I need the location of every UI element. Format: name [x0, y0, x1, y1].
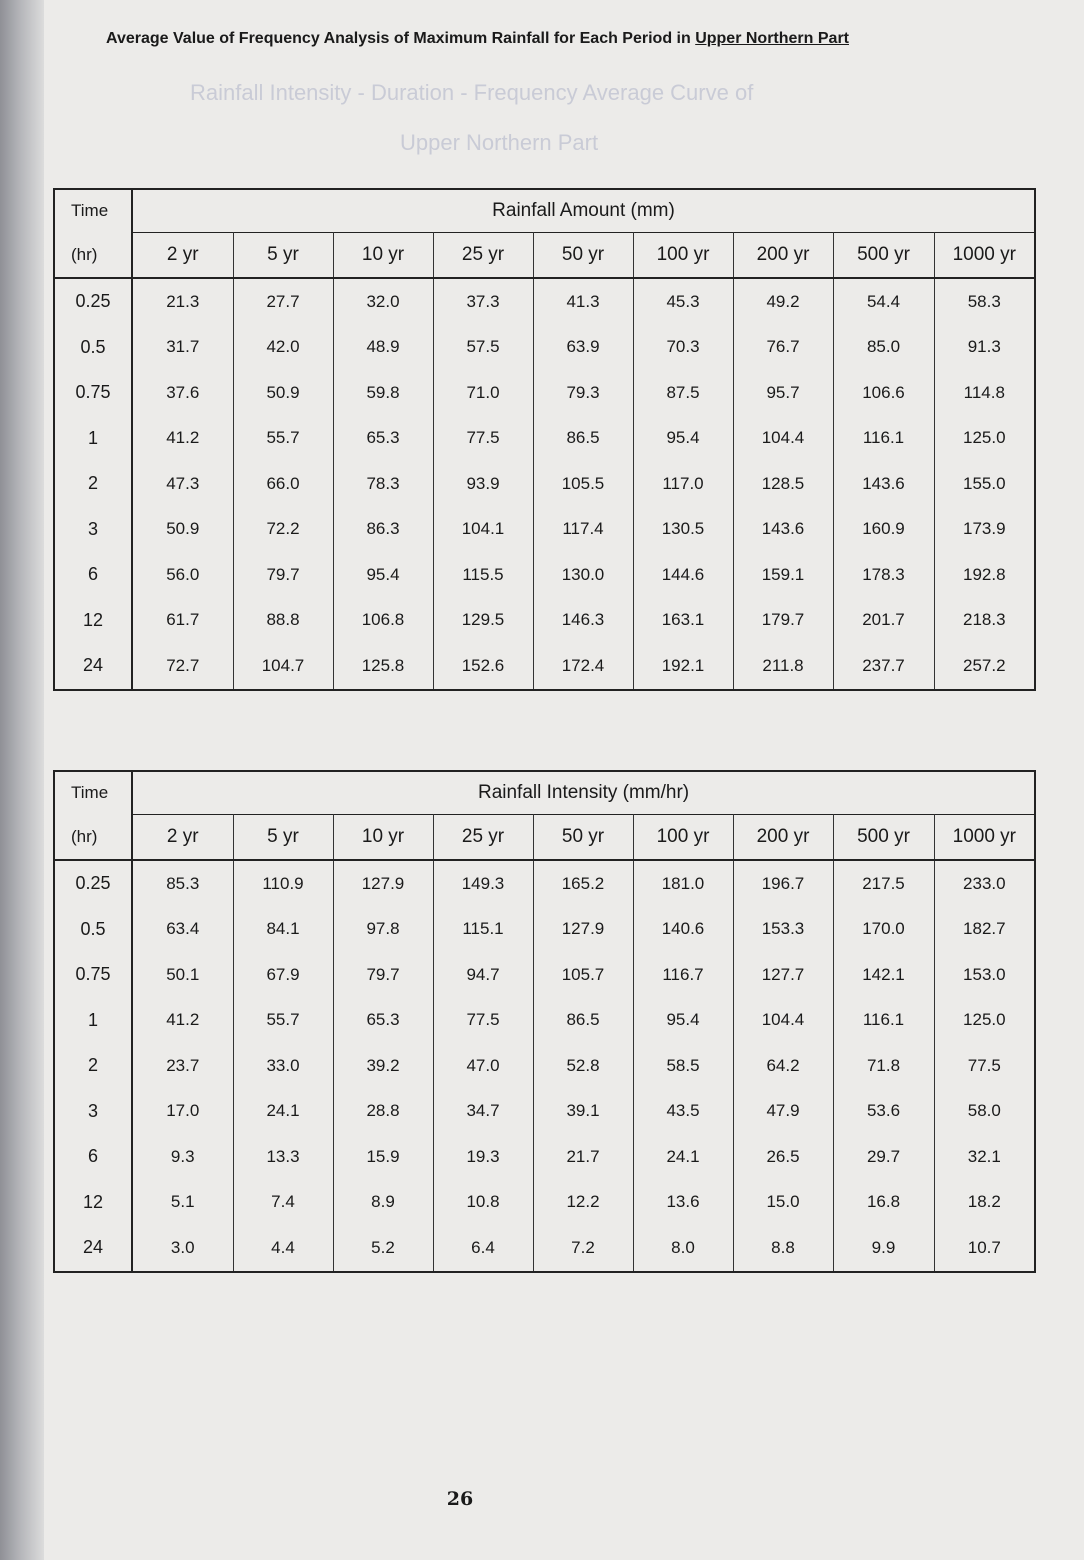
table-row [54, 1043, 1035, 1089]
value-cell: 95.4 [633, 998, 733, 1044]
value-cell: 97.8 [333, 907, 433, 953]
period-header: 5 yr [233, 815, 333, 861]
value-cell: 37.6 [132, 370, 233, 416]
value-cell: 160.9 [833, 507, 934, 553]
value-cell: 125.0 [962, 428, 1006, 448]
value-cell: 95.7 [733, 370, 833, 416]
time-cell: 3 [54, 507, 132, 553]
value-cell: 86.3 [333, 507, 433, 553]
period-header: 25 yr [433, 233, 533, 279]
title-region: Upper Northern Part [695, 30, 849, 47]
value-cell: 106.8 [333, 598, 433, 644]
value-cell: 39.2 [333, 1043, 433, 1089]
value-cell: 15.0 [733, 1180, 833, 1226]
value-cell: 66.0 [233, 461, 333, 507]
value-cell: 201.7 [833, 598, 934, 644]
time-cell: 2 [54, 461, 132, 507]
value-cell: 77.5 [433, 998, 533, 1044]
value-cell: 55.7 [233, 416, 333, 462]
time-cell: 1 [54, 416, 132, 462]
value-cell: 16.8 [833, 1180, 934, 1226]
value-cell: 32.0 [333, 278, 433, 325]
value-cell: 104.4 [733, 998, 833, 1044]
value-cell: 47.3 [132, 461, 233, 507]
value-cell: 13.6 [633, 1180, 733, 1226]
value-cell: 71.8 [833, 1043, 934, 1089]
table-row [54, 643, 1035, 690]
value-cell: 149.3 [433, 860, 533, 907]
value-cell: 8.8 [733, 1225, 833, 1272]
value-cell: 104.4 [733, 416, 833, 462]
value-cell: 146.3 [533, 598, 633, 644]
value-cell: 127.9 [533, 907, 633, 953]
value-cell: 9.3 [132, 1134, 233, 1180]
value-cell: 218.3 [962, 610, 1006, 630]
period-header: 25 yr [433, 815, 533, 861]
value-cell: 67.9 [233, 952, 333, 998]
value-cell: 79.7 [233, 552, 333, 598]
value-cell: 114.8 [963, 382, 1005, 402]
value-cell: 127.7 [733, 952, 833, 998]
table-row [54, 952, 1035, 998]
value-cell: 159.1 [733, 552, 833, 598]
table-row [54, 1134, 1035, 1180]
value-cell: 125.0 [963, 1010, 1006, 1030]
value-cell: 105.5 [533, 461, 633, 507]
time-cell: 0.25 [54, 860, 132, 907]
value-cell: 7.2 [533, 1225, 633, 1272]
value-cell: 93.9 [433, 461, 533, 507]
value-cell: 58.5 [633, 1043, 733, 1089]
period-header: 100 yr [633, 233, 733, 279]
period-header: 50 yr [533, 815, 633, 861]
period-header: 100 yr [633, 815, 733, 861]
value-cell: 130.5 [633, 507, 733, 553]
value-cell: 179.7 [733, 598, 833, 644]
value-cell: 105.7 [533, 952, 633, 998]
value-cell: 257.2 [962, 655, 1006, 675]
table-row [54, 1089, 1035, 1135]
value-cell: 152.6 [433, 643, 533, 690]
value-cell: 173.9 [962, 519, 1006, 539]
time-cell: 1 [54, 998, 132, 1044]
time-cell: 12 [54, 598, 132, 644]
unit-header: (hr) [54, 233, 132, 279]
value-cell: 153.0 [963, 964, 1006, 984]
value-cell: 5.1 [132, 1180, 233, 1226]
value-cell: 143.6 [733, 507, 833, 553]
value-cell: 127.9 [333, 860, 433, 907]
value-cell: 85.3 [132, 860, 233, 907]
table-row [54, 1225, 1035, 1272]
period-header: 200 yr [733, 233, 833, 279]
value-cell: 116.7 [633, 952, 733, 998]
value-cell: 165.2 [533, 860, 633, 907]
value-cell: 10.7 [967, 1237, 1001, 1257]
value-cell: 233.0 [963, 873, 1006, 893]
value-cell: 21.7 [533, 1134, 633, 1180]
value-cell: 87.5 [633, 370, 733, 416]
value-cell: 28.8 [333, 1089, 433, 1135]
time-cell: 0.75 [54, 952, 132, 998]
period-header: 500 yr [833, 233, 934, 279]
unit-header: (hr) [54, 815, 132, 861]
value-cell: 8.9 [333, 1180, 433, 1226]
value-cell: 64.2 [733, 1043, 833, 1089]
value-cell: 50.9 [233, 370, 333, 416]
value-cell: 10.8 [433, 1180, 533, 1226]
value-cell: 76.7 [733, 325, 833, 371]
table-title: Rainfall Intensity (mm/hr) [477, 782, 690, 803]
rainfall-amount-table [53, 188, 1036, 691]
period-header: 500 yr [833, 815, 934, 861]
value-cell: 32.1 [967, 1146, 1001, 1166]
value-cell: 58.0 [967, 1101, 1001, 1121]
value-cell: 59.8 [333, 370, 433, 416]
time-cell: 12 [54, 1180, 132, 1226]
value-cell: 39.1 [533, 1089, 633, 1135]
value-cell: 37.3 [433, 278, 533, 325]
value-cell: 29.7 [833, 1134, 934, 1180]
value-cell: 56.0 [132, 552, 233, 598]
value-cell: 9.9 [833, 1225, 934, 1272]
time-cell: 0.25 [54, 278, 132, 325]
value-cell: 78.3 [333, 461, 433, 507]
value-cell: 17.0 [132, 1089, 233, 1135]
time-header: Time [54, 771, 132, 815]
value-cell: 63.4 [132, 907, 233, 953]
time-header: Time [54, 189, 132, 233]
value-cell: 129.5 [433, 598, 533, 644]
period-header: 10 yr [333, 815, 433, 861]
value-cell: 211.8 [733, 643, 833, 690]
value-cell: 3.0 [132, 1225, 233, 1272]
time-cell: 2 [54, 1043, 132, 1089]
value-cell: 24.1 [233, 1089, 333, 1135]
value-cell: 94.7 [433, 952, 533, 998]
value-cell: 91.3 [967, 337, 1001, 357]
value-cell: 47.0 [433, 1043, 533, 1089]
value-cell: 163.1 [633, 598, 733, 644]
value-cell: 41.2 [132, 416, 233, 462]
value-cell: 21.3 [132, 278, 233, 325]
value-cell: 23.7 [132, 1043, 233, 1089]
value-cell: 140.6 [633, 907, 733, 953]
value-cell: 88.8 [233, 598, 333, 644]
time-cell: 24 [54, 1225, 132, 1272]
value-cell: 34.7 [433, 1089, 533, 1135]
value-cell: 79.3 [533, 370, 633, 416]
value-cell: 26.5 [733, 1134, 833, 1180]
value-cell: 117.4 [533, 507, 633, 553]
value-cell: 86.5 [533, 998, 633, 1044]
period-header: 10 yr [333, 233, 433, 279]
value-cell: 58.3 [967, 291, 1001, 311]
value-cell: 116.1 [833, 998, 934, 1044]
value-cell: 84.1 [233, 907, 333, 953]
period-header: 50 yr [533, 233, 633, 279]
bleed-through-text-line1: Rainfall Intensity - Duration - Frequency Average Curve of [190, 80, 754, 105]
value-cell: 155.0 [962, 473, 1006, 493]
time-cell: 0.5 [54, 325, 132, 371]
value-cell: 49.2 [733, 278, 833, 325]
period-header: 200 yr [733, 815, 833, 861]
value-cell: 71.0 [433, 370, 533, 416]
value-cell: 143.6 [833, 461, 934, 507]
value-cell: 6.4 [433, 1225, 533, 1272]
value-cell: 8.0 [633, 1225, 733, 1272]
value-cell: 116.1 [833, 416, 934, 462]
value-cell: 19.3 [433, 1134, 533, 1180]
rainfall-intensity-table [53, 770, 1036, 1273]
value-cell: 106.6 [833, 370, 934, 416]
period-header: 2 yr [132, 815, 233, 861]
bleed-through-text-line2: Upper Northern Part [400, 130, 599, 155]
value-cell: 5.2 [333, 1225, 433, 1272]
value-cell: 55.7 [233, 998, 333, 1044]
value-cell: 43.5 [633, 1089, 733, 1135]
value-cell: 182.7 [963, 919, 1006, 939]
value-cell: 85.0 [833, 325, 934, 371]
table-row [54, 325, 1035, 371]
value-cell: 181.0 [633, 860, 733, 907]
value-cell: 48.9 [333, 325, 433, 371]
time-cell: 6 [54, 552, 132, 598]
value-cell: 42.0 [233, 325, 333, 371]
value-cell: 77.5 [967, 1055, 1001, 1075]
value-cell: 104.7 [233, 643, 333, 690]
value-cell: 18.2 [967, 1192, 1001, 1212]
value-cell: 192.8 [962, 564, 1006, 584]
value-cell: 144.6 [633, 552, 733, 598]
period-header: 1000 yr [934, 815, 1035, 861]
value-cell: 70.3 [633, 325, 733, 371]
value-cell: 50.9 [132, 507, 233, 553]
value-cell: 47.9 [733, 1089, 833, 1135]
value-cell: 12.2 [533, 1180, 633, 1226]
table-row [54, 278, 1035, 325]
value-cell: 192.1 [633, 643, 733, 690]
value-cell: 115.5 [433, 552, 533, 598]
value-cell: 196.7 [733, 860, 833, 907]
value-cell: 41.2 [132, 998, 233, 1044]
book-spine-shadow [0, 0, 44, 1560]
table-body [54, 860, 1035, 1272]
value-cell: 53.6 [833, 1089, 934, 1135]
value-cell: 57.5 [433, 325, 533, 371]
value-cell: 72.2 [233, 507, 333, 553]
value-cell: 79.7 [333, 952, 433, 998]
value-cell: 172.4 [533, 643, 633, 690]
value-cell: 61.7 [132, 598, 233, 644]
value-cell: 237.7 [833, 643, 934, 690]
value-cell: 4.4 [233, 1225, 333, 1272]
value-cell: 41.3 [533, 278, 633, 325]
value-cell: 31.7 [132, 325, 233, 371]
value-cell: 65.3 [333, 998, 433, 1044]
value-cell: 86.5 [533, 416, 633, 462]
table-row [54, 907, 1035, 953]
period-header: 5 yr [233, 233, 333, 279]
value-cell: 72.7 [132, 643, 233, 690]
value-cell: 117.0 [633, 461, 733, 507]
table-row [54, 1180, 1035, 1226]
value-cell: 63.9 [533, 325, 633, 371]
value-cell: 95.4 [333, 552, 433, 598]
value-cell: 125.8 [333, 643, 433, 690]
value-cell: 15.9 [333, 1134, 433, 1180]
table-row [54, 552, 1035, 598]
value-cell: 128.5 [733, 461, 833, 507]
time-cell: 6 [54, 1134, 132, 1180]
table-row [54, 370, 1035, 416]
value-cell: 170.0 [833, 907, 934, 953]
value-cell: 27.7 [233, 278, 333, 325]
value-cell: 178.3 [833, 552, 934, 598]
value-cell: 24.1 [633, 1134, 733, 1180]
value-cell: 50.1 [132, 952, 233, 998]
value-cell: 115.1 [433, 907, 533, 953]
value-cell: 7.4 [233, 1180, 333, 1226]
period-header: 2 yr [132, 233, 233, 279]
period-header: 1000 yr [934, 233, 1035, 279]
time-cell: 0.5 [54, 907, 132, 953]
table-body [54, 278, 1035, 690]
value-cell: 54.4 [833, 278, 934, 325]
time-cell: 24 [54, 643, 132, 690]
value-cell: 13.3 [233, 1134, 333, 1180]
page-number: 26 [446, 1488, 474, 1510]
table-row [54, 998, 1035, 1044]
time-cell: 3 [54, 1089, 132, 1135]
page-title [106, 30, 986, 48]
value-cell: 95.4 [633, 416, 733, 462]
value-cell: 104.1 [433, 507, 533, 553]
table-row [54, 598, 1035, 644]
table-row [54, 860, 1035, 907]
table-row [54, 461, 1035, 507]
table-row [54, 416, 1035, 462]
table-title: Rainfall Amount (mm) [492, 200, 675, 221]
value-cell: 45.3 [633, 278, 733, 325]
table-row [54, 507, 1035, 553]
value-cell: 65.3 [333, 416, 433, 462]
value-cell: 217.5 [833, 860, 934, 907]
value-cell: 110.9 [233, 860, 333, 907]
value-cell: 153.3 [733, 907, 833, 953]
title-prefix: Average Value of Frequency Analysis of Maximum Rainfall for Each Period in [106, 30, 696, 47]
value-cell: 33.0 [233, 1043, 333, 1089]
time-cell: 0.75 [54, 370, 132, 416]
value-cell: 77.5 [433, 416, 533, 462]
value-cell: 130.0 [533, 552, 633, 598]
value-cell: 142.1 [833, 952, 934, 998]
value-cell: 52.8 [533, 1043, 633, 1089]
